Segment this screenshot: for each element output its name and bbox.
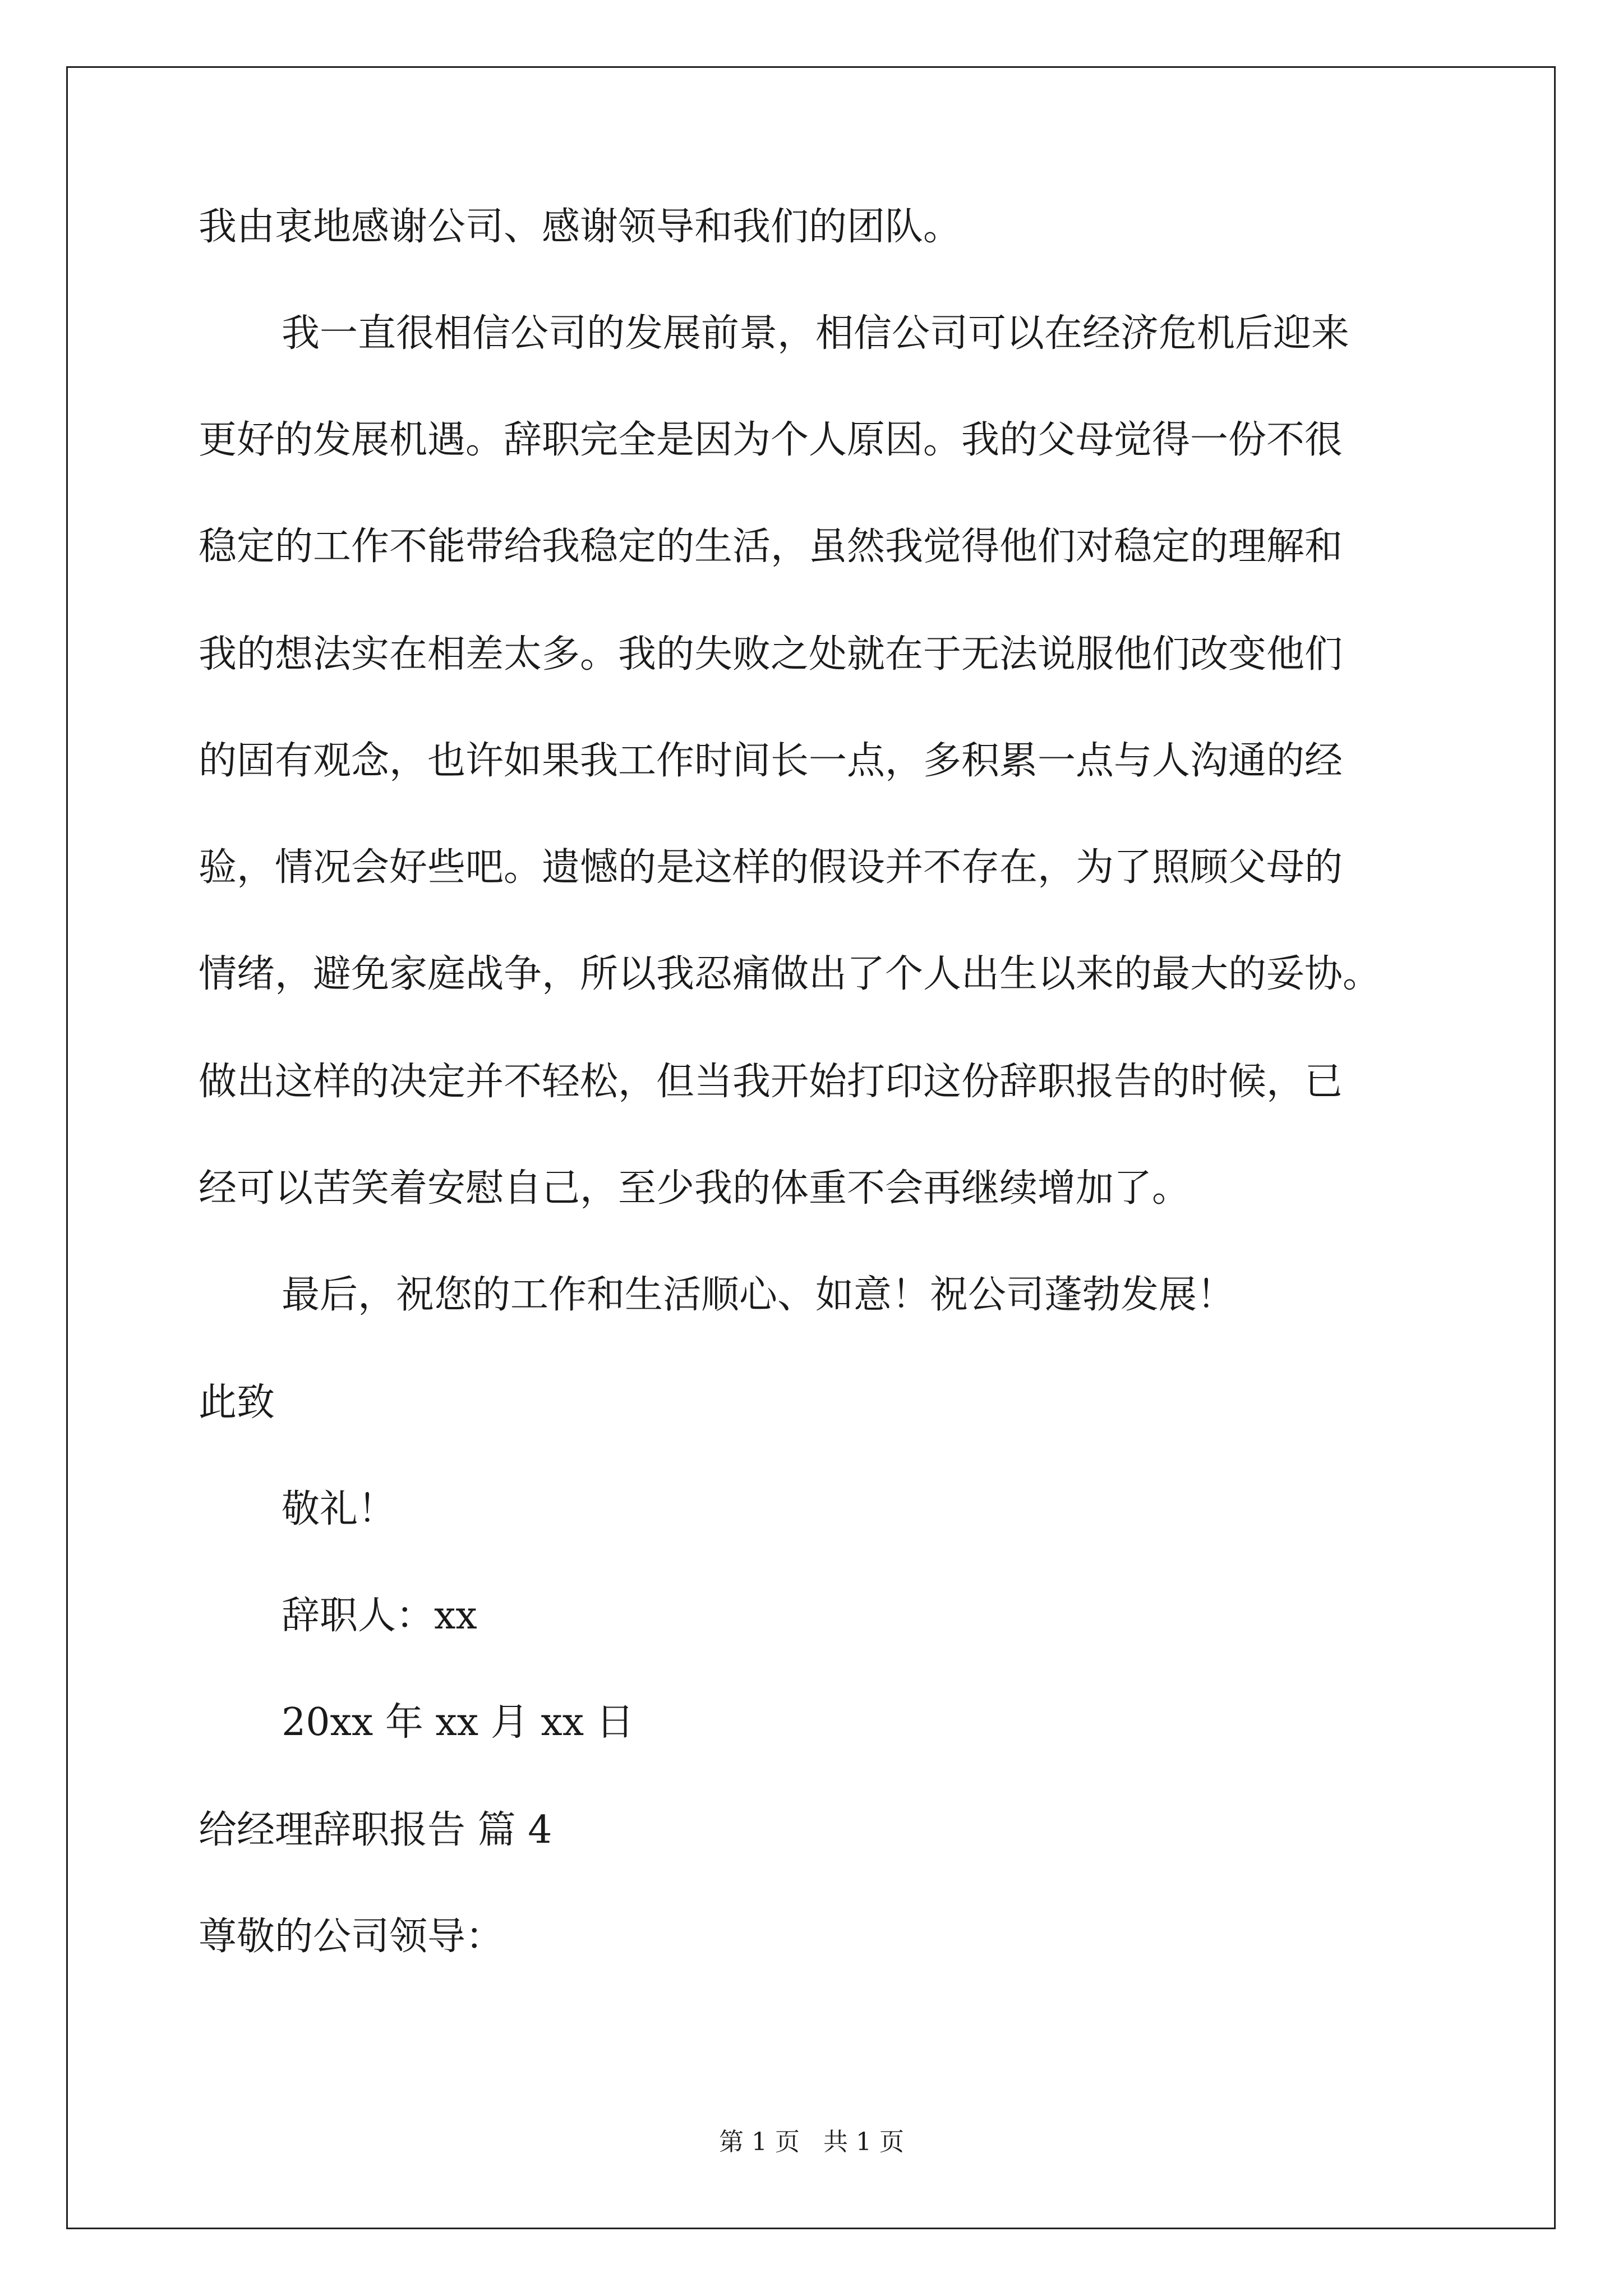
paragraph-line: 更好的发展机遇。辞职完全是因为个人原因。我的父母觉得一份不很 [199, 418, 1343, 462]
paragraph-line: 稳定的工作不能带给我稳定的生活，虽然我觉得他们对稳定的理解和 [199, 524, 1343, 569]
date-line: 20xx 年 xx 月 xx 日 [282, 1700, 634, 1745]
signature-line: 辞职人：xx [282, 1594, 477, 1638]
closing-wish: 最后，祝您的工作和生活顺心、如意！祝公司蓬勃发展！ [282, 1273, 1235, 1317]
paragraph-line: 的固有观念，也许如果我工作时间长一点，多积累一点与人沟通的经 [199, 739, 1343, 783]
paragraph-line: 我的想法实在相差太多。我的失败之处就在于无法说服他们改变他们 [199, 632, 1343, 677]
page-border [66, 66, 1556, 2229]
paragraph-line: 我一直很相信公司的发展前景，相信公司可以在经济危机后迎来 [282, 311, 1350, 356]
page-footer: 第 1 页 共 1 页 [719, 2128, 904, 2156]
paragraph-line: 验，情况会好些吧。遗憾的是这样的假设并不存在，为了照顾父母的 [199, 845, 1343, 890]
greeting-line: 尊敬的公司领导： [199, 1915, 504, 1959]
paragraph-line: 做出这样的决定并不轻松，但当我开始打印这份辞职报告的时候，已 [199, 1060, 1343, 1104]
section-heading: 给经理辞职报告 篇 4 [199, 1808, 552, 1852]
paragraph-line: 我由衷地感谢公司、感谢领导和我们的团队。 [199, 205, 962, 249]
salutation-jingli: 敬礼！ [282, 1487, 396, 1531]
paragraph-line: 情绪，避免家庭战争，所以我忍痛做出了个人出生以来的最大的妥协。 [199, 952, 1381, 996]
paragraph-line: 经可以苦笑着安慰自己，至少我的体重不会再继续增加了。 [199, 1166, 1191, 1211]
salutation-cizhi: 此致 [199, 1381, 275, 1425]
